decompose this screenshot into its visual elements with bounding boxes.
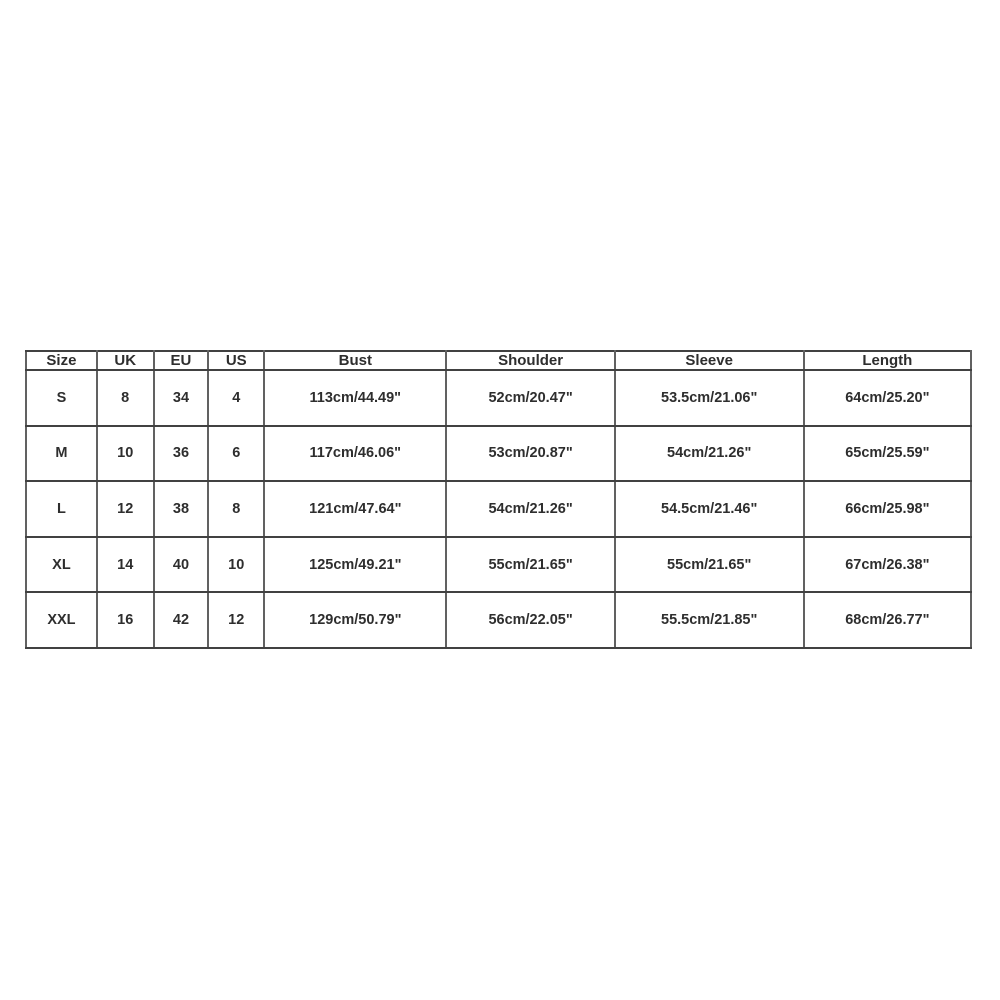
measurement-cell: 34	[154, 370, 209, 426]
measurement-cell: 56cm/22.05"	[446, 592, 614, 648]
measurement-cell: 54.5cm/21.46"	[615, 481, 804, 537]
table-body	[26, 370, 971, 648]
measurement-cell: 8	[97, 370, 154, 426]
measurement-cell: 42	[154, 592, 209, 648]
size-label-cell: L	[26, 481, 97, 537]
size-chart-table	[25, 350, 972, 649]
measurement-cell: 53.5cm/21.06"	[615, 370, 804, 426]
table-row	[26, 592, 971, 648]
measurement-cell: 38	[154, 481, 209, 537]
measurement-cell: 10	[208, 537, 264, 593]
size-label-cell: M	[26, 426, 97, 482]
measurement-cell: 12	[208, 592, 264, 648]
table-row	[26, 426, 971, 482]
measurement-cell: 113cm/44.49"	[264, 370, 446, 426]
measurement-cell: 40	[154, 537, 209, 593]
measurement-cell: 8	[208, 481, 264, 537]
measurement-cell: 125cm/49.21"	[264, 537, 446, 593]
measurement-cell: 52cm/20.47"	[446, 370, 614, 426]
table-row	[26, 481, 971, 537]
measurement-cell: 16	[97, 592, 154, 648]
measurement-cell: 54cm/21.26"	[615, 426, 804, 482]
column-header-bust: Bust	[264, 351, 446, 370]
measurement-cell: 55cm/21.65"	[615, 537, 804, 593]
column-header-shoulder: Shoulder	[446, 351, 614, 370]
column-header-eu: EU	[154, 351, 209, 370]
measurement-cell: 54cm/21.26"	[446, 481, 614, 537]
measurement-cell: 121cm/47.64"	[264, 481, 446, 537]
measurement-cell: 68cm/26.77"	[804, 592, 971, 648]
measurement-cell: 36	[154, 426, 209, 482]
column-header-us: US	[208, 351, 264, 370]
measurement-cell: 117cm/46.06"	[264, 426, 446, 482]
measurement-cell: 65cm/25.59"	[804, 426, 971, 482]
size-label-cell: S	[26, 370, 97, 426]
header-row	[26, 351, 971, 370]
measurement-cell: 4	[208, 370, 264, 426]
table-row	[26, 370, 971, 426]
measurement-cell: 53cm/20.87"	[446, 426, 614, 482]
measurement-cell: 10	[97, 426, 154, 482]
measurement-cell: 66cm/25.98"	[804, 481, 971, 537]
measurement-cell: 55.5cm/21.85"	[615, 592, 804, 648]
measurement-cell: 12	[97, 481, 154, 537]
size-label-cell: XXL	[26, 592, 97, 648]
column-header-length: Length	[804, 351, 971, 370]
measurement-cell: 129cm/50.79"	[264, 592, 446, 648]
column-header-uk: UK	[97, 351, 154, 370]
table-row	[26, 537, 971, 593]
size-label-cell: XL	[26, 537, 97, 593]
measurement-cell: 14	[97, 537, 154, 593]
measurement-cell: 6	[208, 426, 264, 482]
size-chart-container	[25, 350, 972, 649]
column-header-sleeve: Sleeve	[615, 351, 804, 370]
measurement-cell: 67cm/26.38"	[804, 537, 971, 593]
measurement-cell: 55cm/21.65"	[446, 537, 614, 593]
measurement-cell: 64cm/25.20"	[804, 370, 971, 426]
column-header-size: Size	[26, 351, 97, 370]
